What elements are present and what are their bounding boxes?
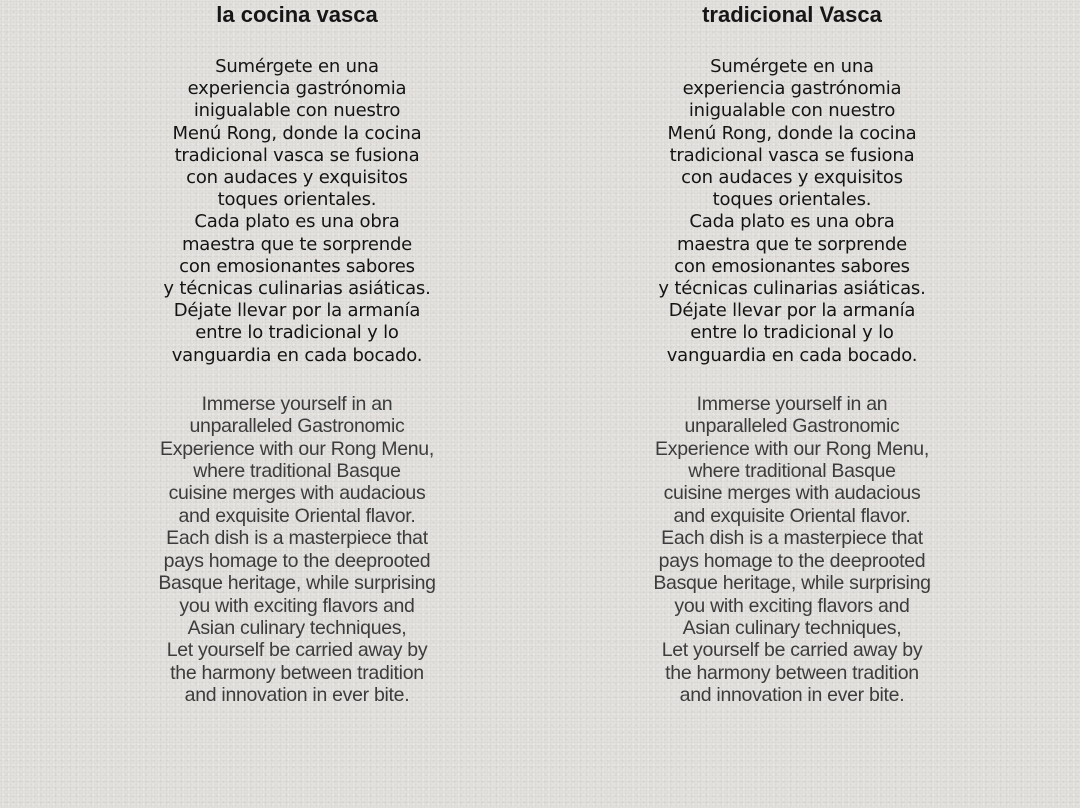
spanish-line: vanguardia en cada bocado.: [666, 344, 918, 366]
english-line: the harmony between tradition: [665, 661, 919, 684]
spanish-line: y técnicas culinarias asiáticas.: [163, 278, 431, 300]
english-line: Asian culinary techniques,: [682, 616, 902, 639]
english-line: cuisine merges with audacious: [168, 482, 426, 505]
spanish-line: experiencia gastrónomia: [187, 78, 407, 100]
english-paragraph: [132, 393, 462, 707]
spanish-line: inigualable con nuestro: [193, 100, 401, 122]
english-line: unparalleled Gastronomic: [684, 415, 900, 438]
english-line: Basque heritage, while surprising: [653, 572, 931, 595]
english-line: and innovation in ever bite.: [679, 684, 905, 707]
english-line: unparalleled Gastronomic: [189, 415, 405, 438]
spanish-line: Déjate llevar por la armanía: [668, 300, 916, 322]
english-line: and exquisite Oriental flavor.: [178, 504, 416, 527]
english-line: Experience with our Rong Menu,: [655, 437, 929, 460]
spanish-line: con emosionantes sabores: [674, 255, 910, 277]
spanish-paragraph: [132, 56, 462, 367]
spanish-paragraph: [627, 56, 957, 367]
spanish-line: Sumérgete en una: [215, 56, 379, 77]
spanish-line: experiencia gastrónomia: [682, 78, 902, 100]
column-title: la cocina vasca: [216, 2, 378, 27]
spanish-line: toques orientales.: [217, 189, 377, 211]
menu-column-right: [627, 0, 957, 707]
spanish-line: con audaces y exquisitos: [681, 167, 903, 189]
spanish-line: entre lo tradicional y lo: [195, 322, 399, 344]
english-line: pays homage to the deeprooted: [163, 549, 431, 572]
english-line: Basque heritage, while surprising: [158, 572, 436, 595]
menu-column-left: [132, 0, 462, 707]
english-line: where traditional Basque: [193, 460, 401, 483]
spanish-line: tradicional vasca se fusiona: [174, 144, 420, 166]
spanish-line: Menú Rong, donde la cocina: [667, 122, 917, 144]
english-line: Each dish is a masterpiece that: [661, 527, 923, 550]
english-line: you with exciting flavors and: [674, 594, 910, 617]
spanish-line: vanguardia en cada bocado.: [171, 344, 423, 366]
english-line: cuisine merges with audacious: [663, 482, 921, 505]
english-paragraph: [627, 393, 957, 707]
english-line: Immerse yourself in an: [696, 392, 888, 415]
spanish-line: maestra que te sorprende: [181, 233, 413, 255]
spanish-line: y técnicas culinarias asiáticas.: [658, 278, 926, 300]
spanish-line: entre lo tradicional y lo: [690, 322, 894, 344]
spanish-line: con emosionantes sabores: [179, 255, 415, 277]
english-line: Experience with our Rong Menu,: [160, 437, 434, 460]
english-line: pays homage to the deeprooted: [658, 549, 926, 572]
spanish-line: Déjate llevar por la armanía: [173, 300, 421, 322]
spanish-line: maestra que te sorprende: [676, 233, 908, 255]
english-line: and exquisite Oriental flavor.: [673, 504, 911, 527]
english-line: Let yourself be carried away by: [661, 639, 923, 662]
english-line: Immerse yourself in an: [201, 392, 393, 415]
spanish-line: Menú Rong, donde la cocina: [172, 122, 422, 144]
english-line: the harmony between tradition: [170, 661, 424, 684]
spanish-line: Cada plato es una obra: [689, 211, 895, 233]
english-line: and innovation in ever bite.: [184, 684, 410, 707]
english-line: Each dish is a masterpiece that: [166, 527, 428, 550]
english-line: Asian culinary techniques,: [187, 616, 407, 639]
english-line: where traditional Basque: [688, 460, 896, 483]
english-line: Let yourself be carried away by: [166, 639, 428, 662]
english-line: you with exciting flavors and: [179, 594, 415, 617]
spanish-line: Sumérgete en una: [710, 56, 874, 77]
spanish-line: inigualable con nuestro: [688, 100, 896, 122]
spanish-line: Cada plato es una obra: [194, 211, 400, 233]
spanish-line: toques orientales.: [712, 189, 872, 211]
spanish-line: con audaces y exquisitos: [186, 167, 408, 189]
spanish-line: tradicional vasca se fusiona: [669, 144, 915, 166]
column-title: tradicional Vasca: [702, 2, 882, 27]
